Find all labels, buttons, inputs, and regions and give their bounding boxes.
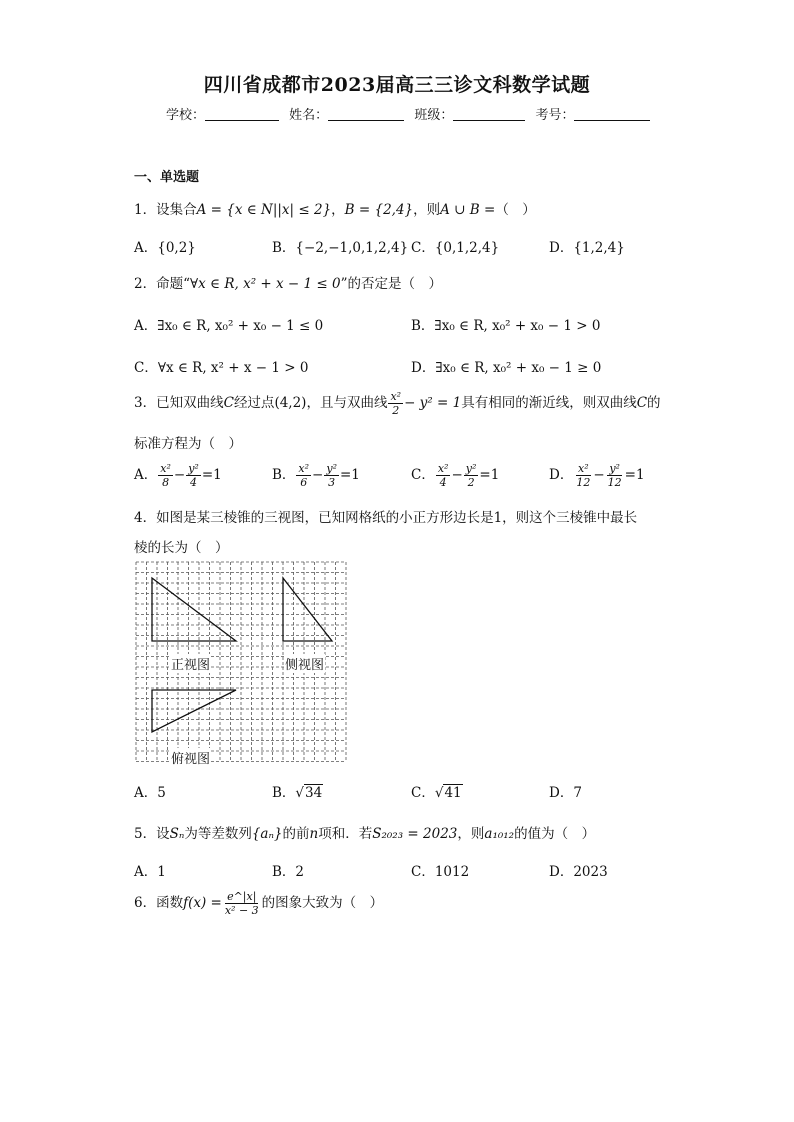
section-heading: 一、单选题 bbox=[134, 170, 200, 185]
info-school bbox=[166, 104, 656, 123]
question-6-fraction: $\frac{e\^{}|x|}{\text{x² − 3}}$ bbox=[224, 890, 259, 917]
question-1-option-c[interactable]: C．{0,1,2,4} bbox=[411, 240, 500, 256]
question-3-stem-line2: 标准方程为（ ） bbox=[134, 436, 242, 452]
question-3-option-d[interactable]: D． $\frac{\text{x²}}{12}$ − $\frac{\text{y²}}{12}$ =1 bbox=[549, 462, 645, 489]
three-view-figure bbox=[134, 560, 352, 770]
class-blank[interactable] bbox=[453, 106, 525, 121]
question-5-option-d[interactable]: D．2023 bbox=[549, 864, 608, 880]
question-1-option-b[interactable]: B．{−2,−1,0,1,2,4} bbox=[272, 240, 409, 256]
name-blank[interactable] bbox=[328, 106, 404, 121]
question-2-option-a[interactable]: A．∃x₀ ∈ R, x₀² + x₀ − 1 ≤ 0 bbox=[134, 318, 324, 334]
info-school-label: 学校： bbox=[166, 108, 206, 123]
info-number-label: 考号： bbox=[535, 108, 575, 123]
question-4-option-b[interactable]: B．√34 bbox=[272, 785, 323, 801]
question-1-option-a[interactable]: A．{0,2} bbox=[134, 240, 196, 256]
question-2-option-d[interactable]: D．∃x₀ ∈ R, x₀² + x₀ − 1 ≥ 0 bbox=[411, 360, 602, 376]
side-view-label: 侧视图 bbox=[284, 654, 325, 673]
question-5-option-b[interactable]: B．2 bbox=[272, 864, 305, 880]
question-4-option-a[interactable]: A．5 bbox=[134, 785, 166, 801]
question-5-option-c[interactable]: C．1012 bbox=[411, 864, 470, 880]
info-class-label: 班级： bbox=[414, 108, 454, 123]
question-5-option-a[interactable]: A．1 bbox=[134, 864, 166, 880]
question-2-option-c[interactable]: C．∀x ∈ R, x² + x − 1 > 0 bbox=[134, 360, 309, 376]
top-view-label: 俯视图 bbox=[170, 748, 211, 767]
school-blank[interactable] bbox=[205, 106, 279, 121]
front-view-triangle bbox=[152, 578, 236, 641]
question-4-stem: 4．如图是某三棱锥的三视图，已知网格纸的小正方形边长是1，则这个三棱锥中最长 bbox=[134, 510, 638, 526]
question-1-stem: 1．设集合A = {x ∈ N||x| ≤ 2}，B = {2,4}，则A ∪ B =（ ） bbox=[134, 202, 536, 218]
top-view-triangle bbox=[152, 690, 236, 732]
question-6-stem: 6．函数f(x) = $\frac{e\^{}|x|}{\text{x² − 3}}$ 的图象大致为（ ） bbox=[134, 890, 384, 917]
front-view-label: 正视图 bbox=[170, 654, 211, 673]
question-3-option-c[interactable]: C． $\frac{\text{x²}}{4}$ − $\frac{\text{y²}}{2}$ =1 bbox=[411, 462, 500, 489]
question-3-option-b[interactable]: B． $\frac{\text{x²}}{6}$ − $\frac{\text{y²}}{3}$ =1 bbox=[272, 462, 360, 489]
question-1-option-d[interactable]: D．{1,2,4} bbox=[549, 240, 625, 256]
question-3-option-a[interactable]: A． $\frac{\text{x²}}{8}$ − $\frac{\text{y²}}{4}$ =1 bbox=[134, 462, 222, 489]
page-title: 四川省成都市2023届高三三诊文科数学试题 bbox=[203, 74, 591, 96]
number-blank[interactable] bbox=[574, 106, 650, 121]
question-5-stem: 5．设Sₙ为等差数列{aₙ}的前n项和．若S₂₀₂₃ = 2023，则a₁₀₁₂的值为（ ） bbox=[134, 826, 596, 842]
question-3-stem: 3．已知双曲线C经过点(4,2)，且与双曲线 $\frac{\text{x²}}{2}$ − y² = 1具有相同的渐近线，则双曲线C的 bbox=[134, 390, 661, 417]
info-name-label: 姓名： bbox=[289, 108, 329, 123]
question-3-fraction: $\frac{\text{x²}}{2}$ bbox=[390, 390, 402, 417]
question-2-stem: 2．命题“∀x ∈ R, x² + x − 1 ≤ 0”的否定是（ ） bbox=[134, 276, 442, 292]
question-2-option-b[interactable]: B．∃x₀ ∈ R, x₀² + x₀ − 1 > 0 bbox=[411, 318, 601, 334]
question-4-stem-line2: 棱的长为（ ） bbox=[134, 540, 229, 556]
question-4-option-d[interactable]: D．7 bbox=[549, 785, 582, 801]
question-4-option-c[interactable]: C．√41 bbox=[411, 785, 462, 801]
